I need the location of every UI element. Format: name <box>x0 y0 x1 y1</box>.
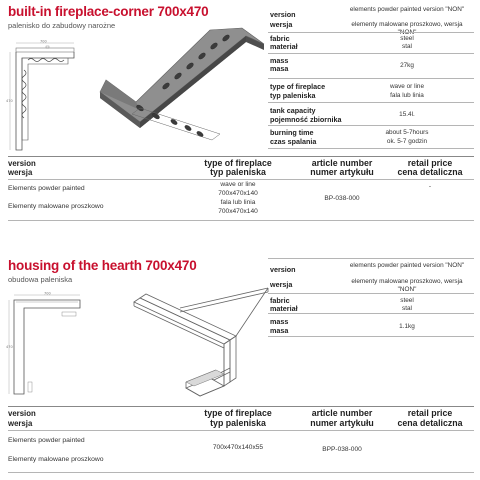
svg-text:700: 700 <box>44 292 51 296</box>
col-article-pl: numer artykułu <box>310 167 374 177</box>
spec-row: burning time czas spalania about 5-7hours ok. 5-7 godzin <box>268 125 474 149</box>
spec-row: fabric materiał steel stal <box>268 32 474 53</box>
product-2-subtitle: obudowa paleniska <box>8 275 73 284</box>
svg-text:470: 470 <box>6 345 13 349</box>
col-type-en: type of fireplace <box>204 158 272 168</box>
product-1-spec-table <box>268 4 474 149</box>
col-version-en: version <box>8 159 36 168</box>
product-2-title: housing of the hearth 700x470 <box>8 258 197 273</box>
product-1-title: built-in fireplace-corner 700x470 <box>8 4 209 19</box>
col-version-pl: wersja <box>8 168 33 177</box>
svg-text:700: 700 <box>40 40 47 44</box>
product-2-spec-table <box>268 258 474 337</box>
spec-row: type of fireplace typ paleniska wave or line fala lub linia <box>268 78 474 102</box>
spec-row: mass masa 1.1kg <box>268 313 474 337</box>
product-1-render <box>96 24 268 146</box>
col-type-pl: typ paleniska <box>210 418 266 428</box>
product-1-subtitle: palenisko do zabudowy narożne <box>8 21 116 30</box>
product-2-technical-drawing <box>6 292 84 400</box>
row-version-en: Elements powder painted <box>8 185 85 192</box>
col-article-en: article number <box>311 408 373 418</box>
col-price-pl: cena detaliczna <box>397 418 463 428</box>
col-type-pl: typ paleniska <box>210 167 266 177</box>
col-version-en: version <box>8 409 36 418</box>
article-number: BP-038-000 <box>324 195 360 202</box>
spec-row: fabric materiał steel stal <box>268 293 474 313</box>
product-2-price-table: version wersja type of fireplace typ paleniska article number numer artykułu retail price cena detaliczna Elements powder painted Elementy malowane proszkowo 700x470x140x55 BPP-038-000 <box>8 400 474 476</box>
spec-row: version wersja elements powder painted version "NON" elementy malowane proszkowo, wersja "NON" <box>268 258 474 293</box>
spec-row: version wersja elements powder painted version "NON" elementy malowane proszkowo, wersja "NON" <box>270 6 465 36</box>
col-price-en: retail price <box>407 408 453 418</box>
spec-row: mass masa 27kg <box>268 53 474 78</box>
col-price-en: retail price <box>407 158 453 168</box>
article-number: BPP-038-000 <box>322 446 362 453</box>
retail-price: - <box>428 183 432 190</box>
row-version-pl: Elementy malowane proszkowo <box>8 203 104 210</box>
product-1-price-table: version wersja type of fireplace typ paleniska article number numer artykułu retail price cena detaliczna Elements powder painted Elementy malowane proszkowo wave or line 700x470x140 fala lub linia 700x470x140 BP-038-000 - <box>8 150 474 226</box>
row-version-en: Elements powder painted <box>8 437 85 444</box>
col-article-pl: numer artykułu <box>310 418 374 428</box>
col-version-pl: wersja <box>8 419 33 428</box>
product-1-technical-drawing <box>6 40 76 158</box>
svg-text:470: 470 <box>6 99 13 103</box>
col-type-en: type of fireplace <box>204 408 272 418</box>
col-article-en: article number <box>311 158 373 168</box>
product-2-render <box>120 278 270 404</box>
spec-row: tank capacity pojemność zbiornika 15.4l. <box>268 102 474 125</box>
col-price-pl: cena detaliczna <box>397 167 463 177</box>
row-version-pl: Elementy malowane proszkowo <box>8 456 104 463</box>
